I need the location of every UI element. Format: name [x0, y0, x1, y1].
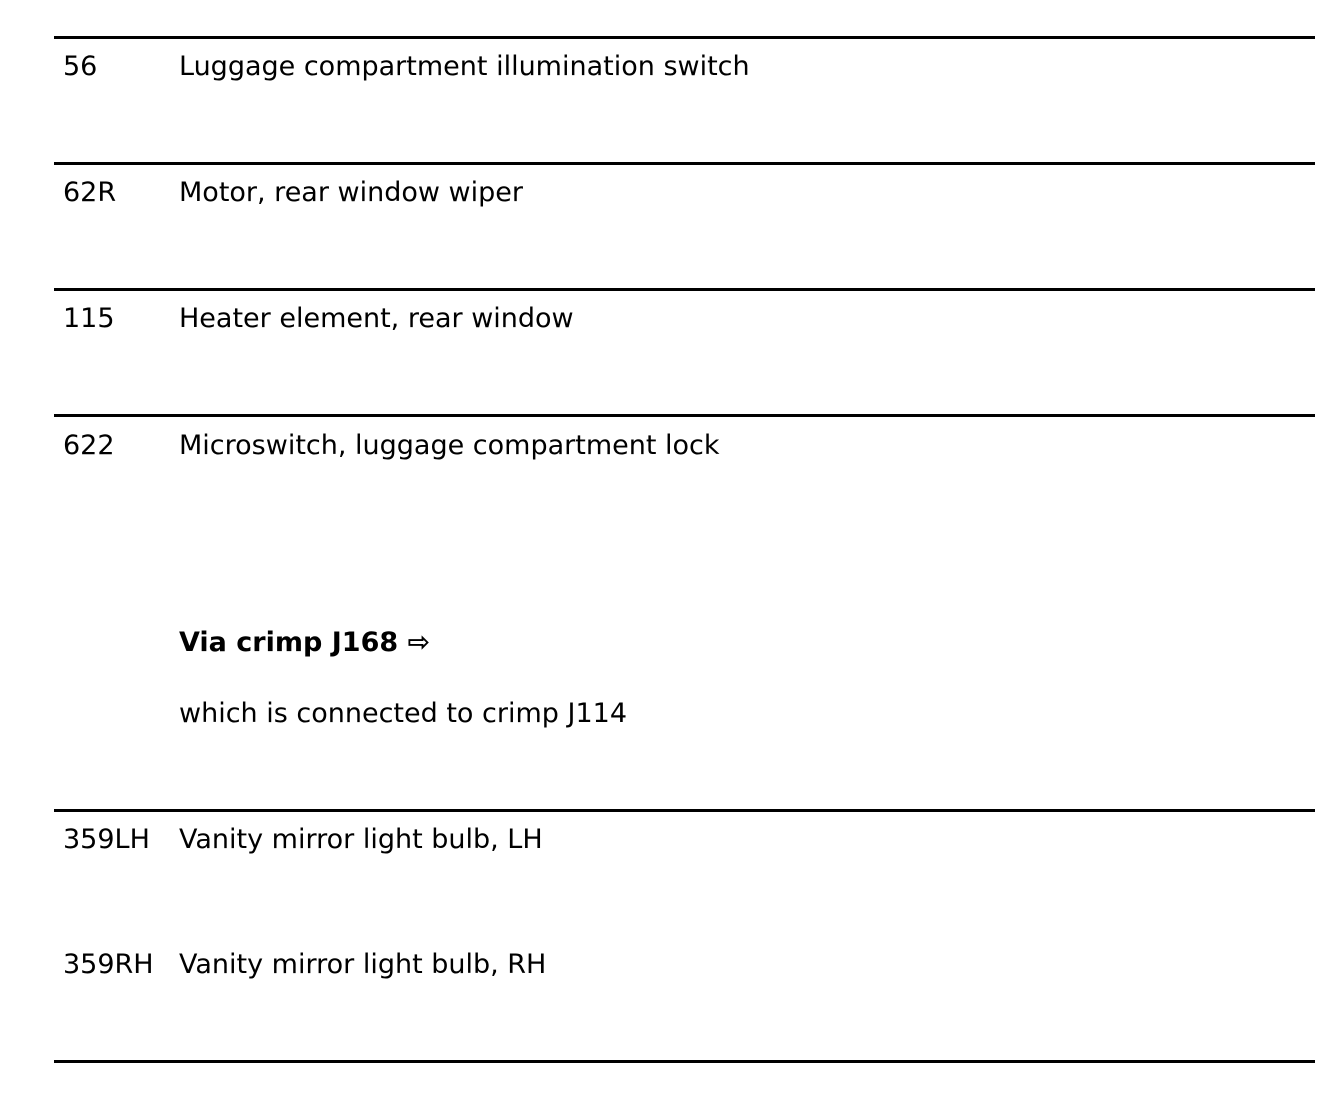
part-code: 115 — [63, 303, 115, 334]
part-code: 62R — [63, 177, 117, 208]
row-divider — [54, 288, 1315, 291]
part-code: 56 — [63, 51, 98, 82]
note-text: which is connected to crimp J114 — [179, 698, 628, 729]
part-description: Vanity mirror light bulb, LH — [179, 824, 543, 855]
part-description: Luggage compartment illumination switch — [179, 51, 750, 82]
row-divider — [54, 414, 1315, 417]
row-divider — [54, 1060, 1315, 1063]
part-description: Vanity mirror light bulb, RH — [179, 949, 547, 980]
row-divider — [54, 162, 1315, 165]
part-code: 359LH — [63, 824, 150, 855]
part-description: Microswitch, luggage compartment lock — [179, 430, 720, 461]
row-divider — [54, 809, 1315, 812]
part-description: Motor, rear window wiper — [179, 177, 523, 208]
row-divider — [54, 36, 1315, 39]
part-code: 359RH — [63, 949, 154, 980]
note-heading: Via crimp J168 ⇨ — [179, 627, 431, 658]
part-description: Heater element, rear window — [179, 303, 574, 334]
part-code: 622 — [63, 430, 115, 461]
